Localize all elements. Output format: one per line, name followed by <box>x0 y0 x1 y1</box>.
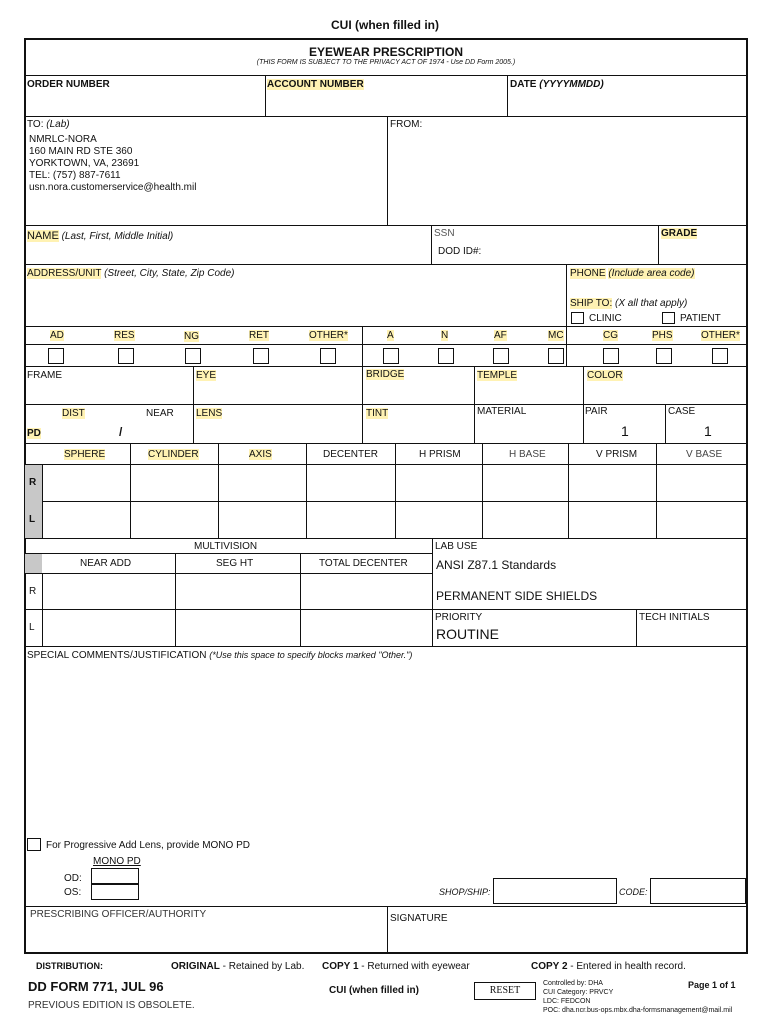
form-number: DD FORM 771, JUL 96 <box>28 979 164 994</box>
account-number-field[interactable] <box>267 90 506 115</box>
total-decenter-header: TOTAL DECENTER <box>319 558 408 569</box>
multivision-row-l: L <box>29 622 35 633</box>
cat-checkbox-other-1[interactable] <box>320 348 336 364</box>
distribution-original: ORIGINAL <box>171 961 220 972</box>
mono-pd-label: MONO PD <box>93 856 141 867</box>
pair-value[interactable]: 1 <box>621 423 629 439</box>
cat-checkbox-af[interactable] <box>493 348 509 364</box>
near-add-header: NEAR ADD <box>80 558 132 569</box>
rx-header-sphere: SPHERE <box>64 449 106 460</box>
rx-header-h-prism: H PRISM <box>419 449 461 460</box>
rx-header-decenter: DECENTER <box>323 449 379 460</box>
shop-ship-label: SHOP/SHIP: <box>439 887 491 897</box>
prescribing-officer-field[interactable] <box>26 922 386 952</box>
lab-address-line: TEL: (757) 887-7611 <box>29 170 121 181</box>
multivision-title: MULTIVISION <box>194 541 258 552</box>
date-field[interactable] <box>510 90 746 115</box>
reset-button[interactable]: RESET <box>474 982 536 1000</box>
order-number-field[interactable] <box>26 90 264 115</box>
rx-header-v-prism: V PRISM <box>596 449 638 460</box>
controlled-by: Controlled by: DHA <box>543 980 603 987</box>
comments-sub: (*Use this space to specify blocks marked "Other.") <box>209 650 413 660</box>
seg-ht-header: SEG HT <box>216 558 254 569</box>
cat-checkbox-mc[interactable] <box>548 348 564 364</box>
form-title: EYEWEAR PRESCRIPTION <box>308 45 464 59</box>
distribution-copy1-text: - Returned with eyewear <box>358 961 470 972</box>
rx-header-axis: AXIS <box>249 449 272 460</box>
rx-row-r: R <box>29 477 37 488</box>
temple-label: TEMPLE <box>477 370 518 381</box>
case-label: CASE <box>668 406 696 417</box>
from-field[interactable] <box>390 132 746 224</box>
to-label: TO: <box>27 119 44 130</box>
cat-label-other-2: OTHER* <box>701 330 740 341</box>
bridge-label: BRIDGE <box>366 369 405 380</box>
signature-field[interactable] <box>390 926 746 952</box>
cat-checkbox-res[interactable] <box>118 348 134 364</box>
phone-field[interactable] <box>570 281 746 295</box>
od-field[interactable] <box>91 868 139 884</box>
distribution-copy2: COPY 2 <box>531 961 568 972</box>
cat-checkbox-phs[interactable] <box>656 348 672 364</box>
priority-value[interactable]: ROUTINE <box>436 626 499 642</box>
cat-checkbox-cg[interactable] <box>603 348 619 364</box>
distribution-copy2-text: - Entered in health record. <box>567 961 686 972</box>
to-label-sub: (Lab) <box>46 119 70 130</box>
case-value[interactable]: 1 <box>704 423 712 439</box>
signature-label: SIGNATURE <box>390 913 448 924</box>
comments-label: SPECIAL COMMENTS/JUSTIFICATION <box>27 650 207 661</box>
cat-checkbox-ad[interactable] <box>48 348 64 364</box>
dod-id-label: DOD ID#: <box>438 246 482 257</box>
ansi-standard: ANSI Z87.1 Standards <box>436 558 557 572</box>
grade-field[interactable] <box>661 242 746 263</box>
cat-checkbox-ng[interactable] <box>185 348 201 364</box>
ssn-label: SSN <box>434 228 455 239</box>
code-label: CODE: <box>619 887 648 897</box>
comments-field[interactable] <box>26 663 746 833</box>
from-label: FROM: <box>390 119 423 130</box>
cat-checkbox-other-2[interactable] <box>712 348 728 364</box>
distribution-label: DISTRIBUTION: <box>36 961 103 971</box>
rx-row-l: L <box>29 514 36 525</box>
lab-address-line: 160 MAIN RD STE 360 <box>29 146 133 157</box>
tint-label: TINT <box>366 408 389 419</box>
cat-label-cg: CG <box>603 330 618 341</box>
ship-to-sub: (X all that apply) <box>615 298 688 309</box>
lab-address-line: YORKTOWN, VA, 23691 <box>29 158 140 169</box>
side-shields: PERMANENT SIDE SHIELDS <box>436 589 598 603</box>
cat-label-af: AF <box>494 330 507 341</box>
priority-label: PRIORITY <box>435 612 483 623</box>
patient-checkbox[interactable] <box>662 312 675 324</box>
phone-label: PHONE <box>570 268 606 279</box>
clinic-checkbox[interactable] <box>571 312 584 324</box>
eye-label: EYE <box>196 370 217 381</box>
progressive-checkbox[interactable] <box>27 838 41 851</box>
lens-label: LENS <box>196 408 223 419</box>
cat-label-mc: MC <box>548 330 564 341</box>
cat-label-ret: RET <box>249 330 269 341</box>
privacy-notice: (THIS FORM IS SUBJECT TO THE PRIVACY ACT OF 1974 - Use DD Form 2005.) <box>256 59 516 66</box>
cui-category: CUI Category: PRVCY <box>543 989 614 996</box>
cat-checkbox-n[interactable] <box>438 348 454 364</box>
lab-use-title: LAB USE <box>435 541 478 552</box>
near-label: NEAR <box>146 408 174 419</box>
prescribing-officer-label: PRESCRIBING OFFICER/AUTHORITY <box>30 909 207 920</box>
multivision-row-r: R <box>29 586 37 597</box>
cat-label-other-1: OTHER* <box>309 330 348 341</box>
os-field[interactable] <box>91 884 139 900</box>
dist-label: DIST <box>62 408 85 419</box>
name-label: NAME <box>27 230 59 242</box>
rx-header-cylinder: CYLINDER <box>148 449 199 460</box>
progressive-label: For Progressive Add Lens, provide MONO PD <box>46 840 250 851</box>
grade-label: GRADE <box>661 228 698 239</box>
dod-id-field[interactable] <box>485 243 655 261</box>
page-indicator: Page 1 of 1 <box>688 980 736 990</box>
order-number-label: ORDER NUMBER <box>27 79 110 90</box>
patient-label: PATIENT <box>680 313 721 324</box>
account-number-label: ACCOUNT NUMBER <box>267 79 364 90</box>
date-format: (YYYYMMDD) <box>539 79 604 90</box>
color-label: COLOR <box>587 370 623 381</box>
ship-to-label: SHIP TO: <box>570 298 613 309</box>
cat-label-a: A <box>387 330 394 341</box>
shop-ship-field[interactable] <box>493 878 617 904</box>
lab-email: usn.nora.customerservice@health.mil <box>29 182 197 193</box>
pair-label: PAIR <box>585 406 608 417</box>
phone-label-sub: (Include area code) <box>608 268 695 279</box>
cui-banner-top: CUI (when filled in) <box>331 18 439 32</box>
name-label-sub: (Last, First, Middle Initial) <box>61 231 174 242</box>
pd-label: PD <box>27 428 41 439</box>
cat-checkbox-a[interactable] <box>383 348 399 364</box>
obsolete-notice: PREVIOUS EDITION IS OBSOLETE. <box>28 1000 195 1011</box>
od-label: OD: <box>64 873 82 884</box>
date-label: DATE <box>510 79 537 90</box>
lab-address-line: NMRLC-NORA <box>29 134 97 145</box>
code-field[interactable] <box>650 878 746 904</box>
tech-initials-label: TECH INITIALS <box>639 612 710 623</box>
clinic-label: CLINIC <box>589 313 622 324</box>
cat-label-n: N <box>441 330 449 341</box>
cat-label-res: RES <box>114 330 135 341</box>
distribution-copy1: COPY 1 <box>322 961 359 972</box>
address-label-sub: (Street, City, State, Zip Code) <box>104 268 235 279</box>
address-label: ADDRESS/UNIT <box>27 268 102 279</box>
cat-label-phs: PHS <box>652 330 673 341</box>
distribution-original-text: - Retained by Lab. <box>219 961 305 972</box>
cui-banner-bottom: CUI (when filled in) <box>329 985 419 996</box>
address-field[interactable] <box>26 281 564 325</box>
os-label: OS: <box>64 887 82 898</box>
cat-checkbox-ret[interactable] <box>253 348 269 364</box>
rx-header-v-base: V BASE <box>686 449 723 460</box>
pd-separator: / <box>119 425 123 439</box>
rx-header-h-base: H BASE <box>509 449 546 460</box>
frame-label: FRAME <box>27 370 62 381</box>
cat-label-ad: AD <box>50 330 64 341</box>
poc-email: POC: dha.ncr.bus-ops.mbx.dha-formsmanagement@mail.mil <box>543 1007 733 1014</box>
material-label: MATERIAL <box>477 406 527 417</box>
ldc: LDC: FEDCON <box>543 998 591 1005</box>
name-field[interactable] <box>26 244 430 263</box>
cat-label-ng: NG <box>184 331 199 342</box>
